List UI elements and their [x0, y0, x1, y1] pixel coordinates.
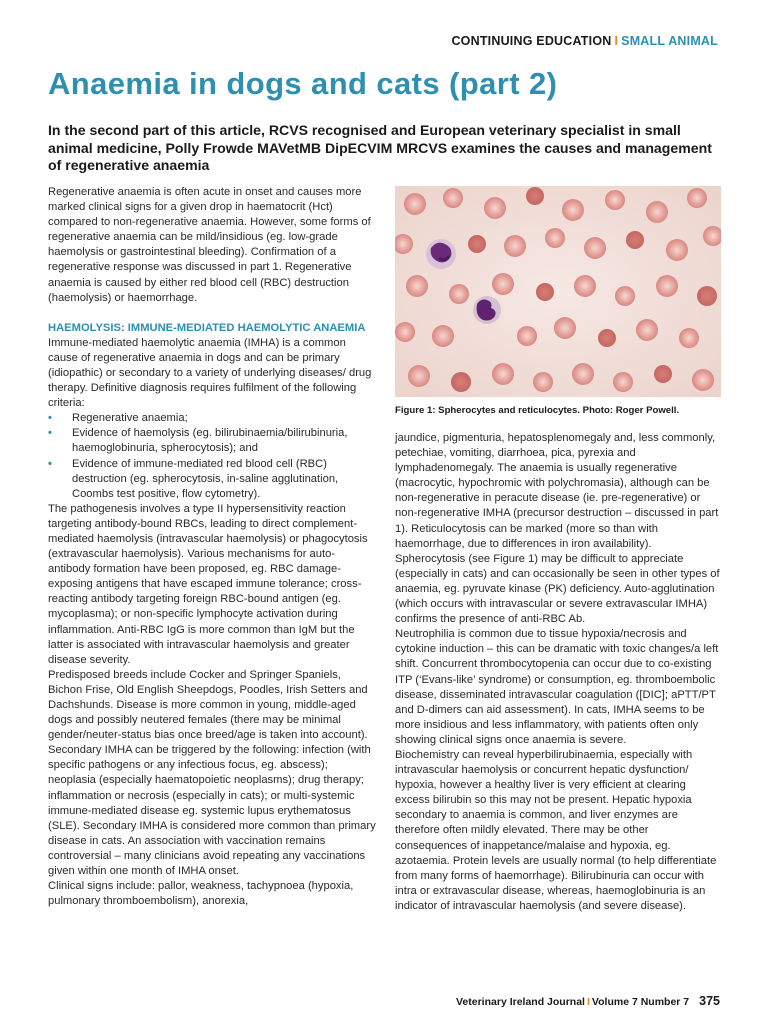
- criteria-list: [48, 411, 376, 502]
- article-standfirst: In the second part of this article, RCVS recognised and European veterinary specialist in small animal medicine, Polly Frowde MAVetMB DipECVIM MRCVS examines the causes and management of regenerative anaemia: [48, 122, 712, 173]
- paragraph: Predisposed breeds include Cocker and Springer Spaniels, Bichon Frise, Old English Sheepdogs, Poodles, Irish Setters and Dachshunds. Disease is more common in young, middle-aged dogs and possibly neutered females (there may be minimal gender/neuter-status bias once breed/age is taken into account). Secondary IMHA can be triggered by the following: infection (with specific pathogens or any infectious focus, eg. abscess); neoplasia (especially haematopoietic neoplasms); drug therapy; inflammation or necrosis (especially in cats); or multi-systemic immune-mediated disease eg. systemic lupus erythematosus (SLE). Secondary IMHA is considered more common than primary disease in cats. An association with vaccination remains controversial – many clinicians avoid repeating any vaccinations given within one month of IMHA onset.: [48, 668, 376, 878]
- journal-name: Veterinary Ireland Journal: [456, 996, 585, 1008]
- list-item: • Evidence of immune-mediated red blood cell (RBC) destruction (eg. spherocytosis, in-saline agglutination, Coombs test positive, flow cytometry).: [48, 457, 376, 502]
- intro-paragraph: Regenerative anaemia is often acute in onset and causes more marked clinical signs for a given drop in haematocrit (Hct) compared to non-regenerative anaemia. However, some forms of regenerative anaemia can be mild/insidious (eg. low-grade haemolysis or gastrointestinal bleeding). Confirmation of a regenerative response was discussed in part 1. Regenerative anaemia is caused by either red blood cell (RBC) destruction (haemolysis) or haemorrhage.: [48, 186, 371, 304]
- paragraph: The pathogenesis involves a type II hypersensitivity reaction targeting antibody-bound RBCs, leading to direct complement-mediated haemolysis (intravascular haemolysis) or phagocytosis (extravascular haemolysis). Various mechanisms for auto-antibody formation have been proposed, eg. RBC damage-exposing antigens that have escaped immune tolerance; cross-reacting antibody targeting foreign RBC-bound antigen (eg. mycoplasma); or non-specific lymphocyte activation during inflammation. Anti-RBC IgG is more common than IgM but the latter is associated with intravascular haemolysis and greater disease severity.: [48, 502, 368, 666]
- paragraph: jaundice, pigmenturia, hepatosplenomegaly and, less commonly, petechiae, vomiting, diarrhoea, pica, pyrexia and lymphadenomegaly. The anaemia is usually regenerative (macrocytic, hypochromic with polychromasia), although can be non-regenerative in peracute disease (ie. pre-regenerative) or non-regenerative IMHA (precursor destruction – discussed in part 1). Reticulocytosis can be marked (more so than with haemorrhage, due to differences in iron availability). Spherocytosis (see Figure 1) may be difficult to appreciate (especially in cats) and can occasionally be seen in other types of anaemia, eg. pyruvate kinase (PK) deficiency. Auto-agglutination (which occurs with intravascular or severe extravascular IMHA) confirms the presence of anti-RBC Ab.: [395, 432, 720, 626]
- page-number: 375: [699, 994, 720, 1008]
- paragraph: Clinical signs include: pallor, weakness, tachypnoea (hypoxia, pulmonary thromboembolism), anorexia,: [48, 880, 354, 908]
- page-footer: [456, 994, 720, 1008]
- header-separator: I: [614, 34, 619, 48]
- article-title: Anaemia in dogs and cats (part 2): [48, 66, 558, 101]
- leukocyte-upper: [426, 239, 456, 269]
- paragraph: Immune-mediated haemolytic anaemia (IMHA) is a common cause of regenerative anaemia in dogs and can be primary (idiopathic) or secondary to a variety of underlying diseases/ drug therapy. Definitive diagnosis requires fulfilment of the following criteria:: [48, 336, 372, 410]
- blood-smear-photo: [395, 186, 721, 397]
- list-item: • Regenerative anaemia;: [48, 411, 376, 426]
- section-header: [451, 34, 718, 48]
- section-heading-imha: HAEMOLYSIS: IMMUNE-MEDIATED HAEMOLYTIC ANAEMIA: [48, 321, 366, 334]
- journal-volume: Volume 7 Number 7: [591, 996, 690, 1008]
- paragraph: Neutrophilia is common due to tissue hypoxia/necrosis and cytokine induction – this can be dramatic with toxic changes/a left shift. Concurrent thrombocytopenia can occur due to co-existing ITP (‘Evans-like’ syndrome) or consumption, eg. thromboembolic disease, disseminated intravascular coagulation ([DIC]; aPTT/PT and D-dimers can aid assessment). In cats, IMHA seems to be more insidious and less inflammatory, with patients often only showing clinical signs once anaemia is severe.: [395, 628, 719, 746]
- paragraph: Biochemistry can reveal hyperbilirubinaemia, especially with intravascular haemolysis or concurrent hepatic dysfunction/ hypoxia, however a healthy liver is very efficient at clearing excess bilirubin so this may not be present. Hepatic hypoxia secondary to anaemia is common, and liver enzymes are therefore often mildly elevated. There may be other consequences of inappetance/malaise and hypoxia, eg. azotaemia. Protein levels are usually normal (to help differentiate from many forms of haemorrhage). Bilirubinuria can occur with intra or extravascular disease, whereas, haemoglobinuria is an indicator of intravascular haemolysis (and severe disease).: [395, 748, 717, 912]
- list-item: • Evidence of haemolysis (eg. bilirubinaemia/bilirubinuria, haemoglobinuria, spherocytosis); and: [48, 426, 376, 456]
- text-column-left: [48, 185, 376, 909]
- footer-separator: I: [586, 996, 590, 1008]
- subsection-label: SMALL ANIMAL: [621, 34, 718, 48]
- blood-smear-illustration: [395, 186, 721, 397]
- leukocyte-lower: [473, 296, 501, 324]
- figure-caption: Figure 1: Spherocytes and reticulocytes. Photo: Roger Powell.: [395, 405, 680, 416]
- section-label: CONTINUING EDUCATION: [451, 34, 612, 48]
- text-column-right: [395, 431, 721, 914]
